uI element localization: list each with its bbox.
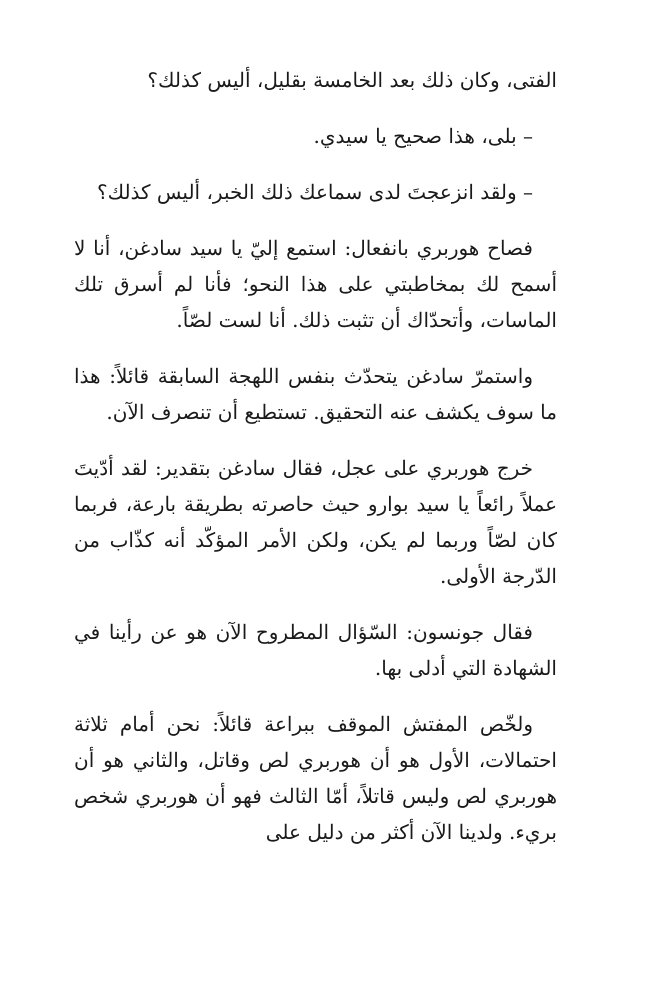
paragraph-horbury-leaves: خرج هوربري على عجل، فقال سادغن بتقدير: لقد أدّيتَ عملاً رائعاً يا سيد بوارو حيث حاصرته بطريقة بارعة، فربما كان لصّاً وربما لم يكن، ولكن الأمر المؤكّد أنه كذّاب من الدّرجة الأولى. [74, 456, 557, 588]
paragraph-johnson-says: فقال جونسون: السّؤال المطروح الآن هو عن رأينا في الشهادة التي أدلى بها. [74, 620, 557, 680]
paragraph-inspector-summary: ولخّص المفتش الموقف ببراعة قائلاً: نحن أمام ثلاثة احتمالات، الأول هو أن هوربري لص وقاتل، والثاني هو أن هوربري لص وليس قاتلاً، أمّا الثالث فهو أن هوربري شخص بريء. ولدينا الآن أكثر من دليل على [74, 712, 557, 844]
paragraph-dialog-reply: – بلى، هذا صحيح يا سيدي. [313, 124, 533, 148]
book-page [74, 62, 557, 870]
paragraph-sadgen-continues: واستمرّ سادغن يتحدّث بنفس اللهجة السابقة قائلاً: هذا ما سوف يكشف عنه التحقيق. تستطيع أن تنصرف الآن. [74, 364, 557, 424]
paragraph-dialog-question: – ولقد انزعجتَ لدى سماعك ذلك الخبر، أليس كذلك؟ [96, 180, 533, 204]
paragraph-continuation: الفتى، وكان ذلك بعد الخامسة بقليل، أليس كذلك؟ [147, 68, 557, 92]
paragraph-horbury-exclaims: فصاح هوربري بانفعال: استمع إليّ يا سيد سادغن، أنا لا أسمح لك بمخاطبتي على هذا النحو؛ فأنا لم أسرق تلك الماسات، وأتحدّاك أن تثبت ذلك. أنا لست لصّاً. [74, 236, 557, 332]
